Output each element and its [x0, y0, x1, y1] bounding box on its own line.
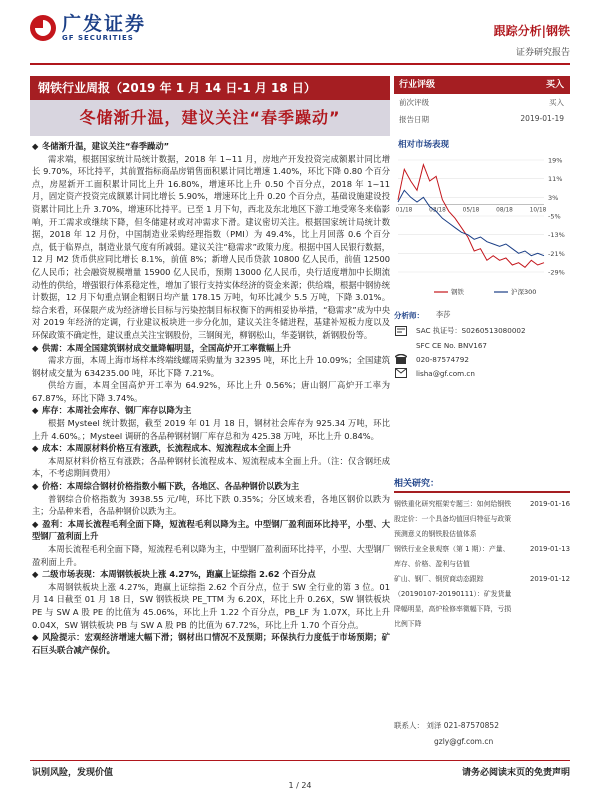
- diamond-bullet-icon: ◆: [32, 481, 39, 492]
- diamond-bullet-icon: ◆: [32, 569, 39, 580]
- logo-mark-icon: [30, 15, 56, 41]
- legend-label: 钢铁: [451, 288, 464, 296]
- y-tick-label: -13%: [548, 231, 565, 240]
- report-date-row: 报告日期 2019-01-19: [399, 114, 564, 124]
- diamond-bullet-icon: ◆: [32, 405, 39, 416]
- diamond-bullet-icon: ◆: [32, 518, 39, 529]
- logo-en-text: GF SECURITIES: [62, 34, 134, 42]
- paragraph: 本周钢铁板块上涨 4.27%，跑赢上证综指 2.62 个百分点，位于 SW 全行业的第 3 位。01 月 14 日截至 01 月 18 日，SW 钢铁板块 PE_TTM 为 6.20X，环比上升 0.26X，SW 钢铁板块 PE 与 SW A 股 PE 的比值为 45.06%，环比上升 1.22 个百分点，PB_LF 为 1.07X，环比上升 0.04X，SW 钢铁板块 PB 与 SW A 股 PB 的比值为 67.72%，环比上升 1.70 个百分点。: [32, 581, 390, 630]
- section-heading: ◆ 库存：本周社会库存、钢厂库存以降为主: [32, 405, 192, 416]
- paragraph: 需求方面，本周上海市场样本终端线螺周采购量为 32395 吨，环比上升 10.09%；全国建筑钢材成交量为 634235.00 吨，环比下降 7.21%。: [32, 355, 390, 378]
- contact-info: [394, 718, 570, 750]
- y-tick-label: -29%: [548, 268, 565, 277]
- prev-rating-row: 前次评级 买入: [399, 98, 564, 107]
- related-item[interactable]: 矿山、钢厂、钢贸商动态跟踪（20190107-20190111）：矿发货量降幅明显，高炉检修率微幅下降，亏损比例下降 2019-01-12: [394, 575, 570, 628]
- paragraph: 根据 Mysteel 统计数据，截至 2019 年 01 月 18 日，钢材社会库存为 925.34 万吨，环比上升 4.60%。；Mysteel 调研的各品种钢材钢厂库存总和为 425.38 万吨，环比上升 0.84%。: [32, 418, 390, 441]
- x-tick-label: 10/18: [529, 207, 547, 214]
- y-tick-label: 3%: [548, 193, 559, 202]
- section-heading: ◆ 价格：本周综合钢材价格指数小幅下跌，各地区、各品种钢价以跌为主: [32, 481, 300, 492]
- analyst-info: [394, 306, 570, 380]
- x-tick-label: 01/18: [395, 207, 413, 214]
- paragraph: 供给方面，本周全国高炉开工率为 64.92%，环比上升 0.56%；唐山钢厂高炉开工率为 67.87%，环比下降 3.74%。: [32, 380, 390, 403]
- rating-header: 行业评级 买入: [394, 76, 570, 94]
- footer-disclaimer: 请务必阅读末页的免责声明: [461, 768, 570, 778]
- y-tick-label: -5%: [548, 212, 561, 221]
- y-tick-label: -21%: [548, 249, 565, 258]
- section-heading: ◆ 成本：本周原材料价格互有涨跌，长流程成本、短流程成本全面上升: [32, 443, 291, 454]
- paragraph: 本周长流程毛利全面下降，短流程毛利以降为主，中型钢厂盈利面环比持平，小型、大型钢厂盈利面上升。: [32, 544, 390, 567]
- contact-label: 联系人：: [394, 721, 424, 730]
- contact-email[interactable]: gzly@gf.com.cn: [434, 737, 494, 746]
- related-title: 相关研究：: [394, 476, 570, 493]
- series-title: 钢铁行业周报（2019 年 1 月 14 日-1 月 18 日）: [30, 76, 390, 100]
- headline: 冬储渐升温，建议关注“春季躁动”: [30, 100, 390, 136]
- main-body: [32, 140, 390, 656]
- legend-label: 沪深300: [511, 288, 537, 296]
- cert-icon: [394, 325, 408, 337]
- section-heading: ◆ 风险提示：宏观经济增速大幅下滑；钢材出口情况不及预期；环保执行力度低于市场预期；矿石巨头联合减产保价。: [32, 632, 390, 655]
- footer-divider: [30, 760, 570, 761]
- x-tick-label: 08/18: [496, 207, 513, 214]
- analyst-label: 分析师：: [394, 310, 424, 320]
- paragraph: 本周原材料价格互有涨跌；各品种钢材长流程成本、短流程成本全面上升。（注：仅含钢坯成本，不考虑期间费用）: [32, 455, 390, 479]
- related-item[interactable]: 钢铁行业全景观察（第 1 期）：产量、库存、价格、盈利与估值 2019-01-13: [394, 545, 570, 568]
- related-research: [394, 476, 570, 632]
- section-heading: ◆ 供需：本周全国建筑钢材成交量降幅明显，全国高炉开工率微幅上升: [32, 342, 291, 353]
- section-heading: ◆ 盈利：本周长流程毛利全面下降，短流程毛利以降为主。中型钢厂盈利面环比持平，小型、大型钢厂盈利面上升: [32, 518, 390, 542]
- x-tick-label: 03/18: [429, 207, 446, 214]
- sidebar: [394, 76, 570, 304]
- diamond-bullet-icon: ◆: [32, 342, 39, 353]
- section-heading: ◆ 冬储渐升温，建议关注“春季躁动”: [32, 141, 170, 151]
- sac-number: SAC 执证号：S0260513080002: [416, 326, 526, 335]
- diamond-bullet-icon: ◆: [32, 443, 39, 454]
- phone-icon: [394, 353, 408, 365]
- page-number: 1 / 24: [288, 781, 312, 790]
- related-item[interactable]: 钢铁重化研究框架专题三：如何给钢铁股定价：一个具备均值回归特征与政策预测意义的钢铁股估值体系 2019-01-16: [394, 500, 570, 538]
- chart-svg: [394, 154, 570, 304]
- report-type: 证券研究报告: [515, 48, 570, 58]
- x-tick-label: 05/18: [462, 207, 480, 214]
- header-divider: [30, 63, 570, 65]
- email-icon: [394, 367, 408, 379]
- diamond-bullet-icon: ◆: [32, 141, 39, 151]
- market-chart-title: 相对市场表现: [398, 140, 450, 150]
- company-logo: [30, 14, 146, 42]
- footer-slogan: 识别风险，发现价值: [32, 768, 114, 778]
- analyst-name: 李莎: [436, 310, 451, 319]
- y-tick-label: 11%: [548, 175, 563, 184]
- series-line-1: [395, 190, 544, 255]
- paragraph: 普钢综合价格指数为 3938.55 元/吨，环比下跌 0.35%；分区域来看，各地区钢价以跌为主；分品种来看，各品种钢价以跌为主。: [32, 493, 390, 517]
- diamond-bullet-icon: ◆: [32, 632, 39, 643]
- logo-cn-text: 广发证券: [62, 13, 147, 35]
- sfc-number: SFC CE No. BNV167: [416, 340, 488, 350]
- section-heading: ◆ 二级市场表现：本周钢铁板块上涨 4.27%，跑赢上证综指 2.62 个百分点: [32, 569, 316, 580]
- analyst-email[interactable]: lisha@gf.com.cn: [416, 368, 475, 378]
- relative-market-chart: [394, 154, 570, 304]
- analyst-phone: 020-87574792: [416, 354, 469, 364]
- page-header: [0, 0, 600, 64]
- contact-name-phone: 刘泽 021-87570852: [426, 721, 499, 730]
- y-tick-label: 19%: [548, 156, 563, 165]
- paragraph: 需求端，根据国家统计局统计数据，2018 年 1~11 月，房地产开发投资完成额累计同比增长 9.70%，环比持平，其前置指标商品房销售面积累计同比增速 1.40%，环比下降 0.80 个百分点，房屋新开工面积累计同比上升 16.80%，增速环比上升 0.50 个百分点，2018 年 1~11 月，固定资产投资完成额累计同比增长 5.90%，增速环比上升 0.20 个百分点，基础设施建设投资累计同比上升 3.70%，增速环比持平。已至 1 月下旬，西北及东北地区下游工地受寒冬来临影响，开工需求或继续下降，但冬储建材或对冲需求下滑。建议密切关注。根据国家统计局统计数据，2018 年 12 月份，中国制造业采购经理指数（PMI）为 49.4%，比上月回落 0.6 个百分点，低于临界点，制造业景气度有所减弱。建议关注“稳需求”政策力度。根据中国人民银行数据，12 月 M2 货币供应同比增长 8.1%，前值 8%；新增人民币贷款 10800 亿人民币，前值 12500 亿人民币；社会融资规模增量 15900 亿人民币，预期 13000 亿人民币，央行适度增加中长期流动性的供给，增强银行体系稳定性，增加了银行支持实体经济的资金来源；供给端，根据中钢协统计数据，12 月下旬重点钢企粗钢日均产量 178.15 万吨，旬环比减少 5.5 万吨，下降 3.01%。综合来看，环保限产成为经济增长目标与污染控制目标权衡下的两相妥协举措，“稳需求”成为中央对 2019 年经济的定调，行业建议板块进一步分化加，建议关注冬储进程，基建补短板力度以及环保政策不确定性，建议重点关注宝钢股份，三钢闽光，柳钢松山，华菱钢铁，新钢股份等。: [32, 153, 390, 340]
- report-category: 跟踪分析|钢铁: [493, 24, 570, 38]
